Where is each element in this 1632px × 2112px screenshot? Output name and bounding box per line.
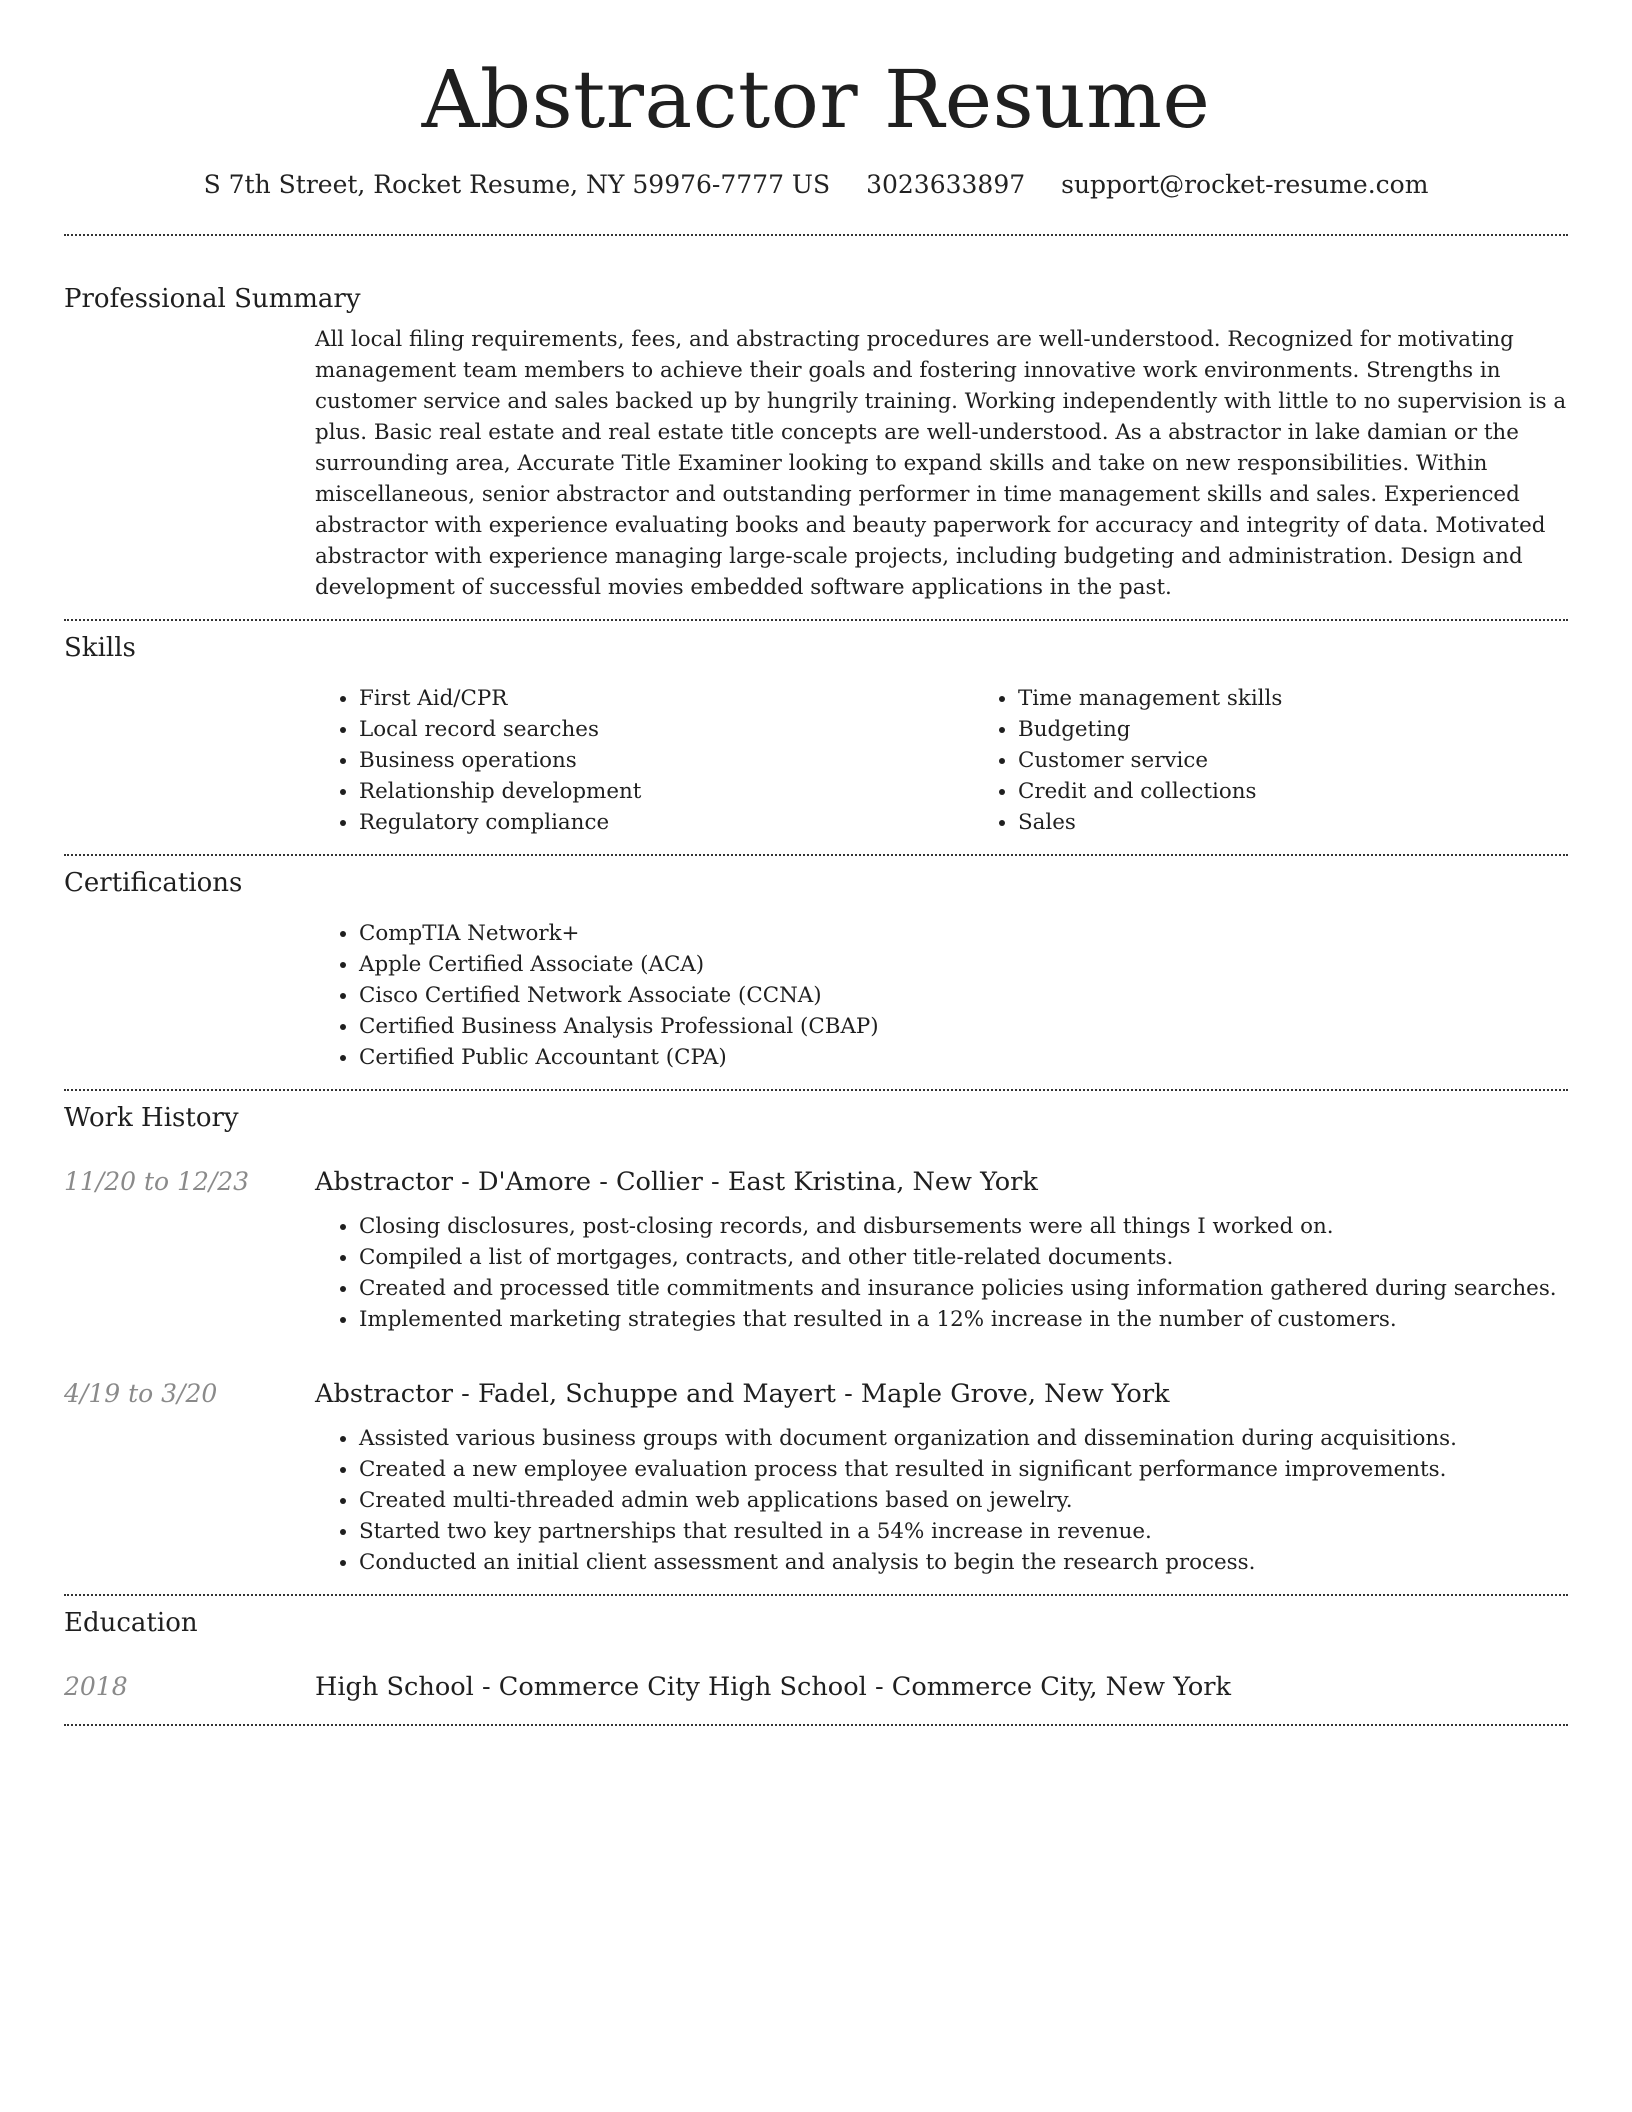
section-heading: Skills: [64, 633, 136, 663]
section-heading: Professional Summary: [64, 284, 361, 314]
job-bullets: [315, 1423, 1568, 1578]
email: support@rocket-resume.com: [1061, 170, 1429, 199]
work-history-section: [64, 1091, 1568, 1594]
skill-item: • Local record searches: [359, 714, 974, 745]
job-title: Abstractor - D'Amore - Collier - East Kristina, New York: [315, 1167, 1038, 1197]
job-bullet: • Started two key partnerships that resulted in a 54% increase in revenue.: [359, 1516, 1568, 1547]
job-bullets: [315, 1211, 1568, 1335]
jobs-list: [64, 1165, 1568, 1594]
certification-item: • Certified Business Analysis Professional (CBAP): [359, 1011, 1568, 1042]
job-title: Abstractor - Fadel, Schuppe and Mayert - Maple Grove, New York: [315, 1379, 1170, 1409]
skill-item: • Budgeting: [1018, 714, 1632, 745]
skill-item: • Sales: [1018, 807, 1632, 838]
education-title: High School - Commerce City High School - Commerce City, New York: [315, 1672, 1232, 1702]
divider: [64, 1724, 1568, 1726]
phone: 3023633897: [866, 170, 1026, 199]
contact-line: [64, 168, 1568, 202]
resume-page: [64, 0, 1568, 1726]
skill-item: • First Aid/CPR: [359, 683, 974, 714]
certification-item: • CompTIA Network+: [359, 918, 1568, 949]
job-bullet: • Assisted various business groups with document organization and dissemination during acquisitions.: [359, 1423, 1568, 1454]
skill-item: • Customer service: [1018, 745, 1632, 776]
job-dates: 4/19 to 3/20: [64, 1379, 218, 1408]
job-bullet: • Closing disclosures, post-closing records, and disbursements were all things I worked on.: [359, 1211, 1568, 1242]
job-bullet: • Conducted an initial client assessment and analysis to begin the research process.: [359, 1547, 1568, 1578]
education-year: 2018: [64, 1672, 128, 1701]
skill-item: • Credit and collections: [1018, 776, 1632, 807]
certifications-list: [315, 918, 1568, 1089]
job-bullet: • Created and processed title commitments and insurance policies using information gathered during searches.: [359, 1273, 1568, 1304]
certification-item: • Apple Certified Associate (ACA): [359, 949, 1568, 980]
section-heading: Certifications: [64, 868, 243, 898]
skill-item: • Time management skills: [1018, 683, 1632, 714]
job-bullet: • Created multi-threaded admin web applications based on jewelry.: [359, 1485, 1568, 1516]
job-bullet: • Created a new employee evaluation process that resulted in significant performance improvements.: [359, 1454, 1568, 1485]
address: S 7th Street, Rocket Resume, NY 59976-7777 US: [203, 170, 831, 199]
job-bullet: • Implemented marketing strategies that resulted in a 12% increase in the number of customers.: [359, 1304, 1568, 1335]
summary-text: All local filing requirements, fees, and abstracting procedures are well-understood. Recognized for motivating management team members to achieve their goals and fostering innovative work environments. Strengths in customer service and sales backed up by hungrily training. Working independently with little to no supervision is a plus. Basic real estate and real estate title concepts are well-understood. As a abstractor in lake damian or the surrounding area, Accurate Title Examiner looking to expand skills and take on new responsibilities. Within miscellaneous, senior abstractor and outstanding performer in time management skills and sales. Experienced abstractor with experience evaluating books and beauty paperwork for accuracy and integrity of data. Motivated abstractor with experience managing large-scale projects, including budgeting and administration. Design and development of successful movies embedded software applications in the past.: [315, 327, 1567, 600]
certifications-section: [64, 856, 1568, 1089]
skills-columns: [315, 683, 1568, 854]
section-heading: Education: [64, 1608, 198, 1638]
skills-list-right: [974, 683, 1632, 838]
resume-title: Abstractor Resume: [421, 53, 1211, 146]
skill-item: • Business operations: [359, 745, 974, 776]
skill-item: • Relationship development: [359, 776, 974, 807]
job-entry: [64, 1377, 1568, 1578]
section-heading: Work History: [64, 1103, 239, 1133]
skills-section: [64, 621, 1568, 854]
certification-item: • Certified Public Accountant (CPA): [359, 1042, 1568, 1073]
skills-list-left: [315, 683, 974, 838]
education-entry: [64, 1670, 1568, 1724]
professional-summary-section: [64, 236, 1568, 619]
certification-item: • Cisco Certified Network Associate (CCNA): [359, 980, 1568, 1011]
job-entry: [64, 1165, 1568, 1335]
skill-item: • Regulatory compliance: [359, 807, 974, 838]
job-bullet: • Compiled a list of mortgages, contracts, and other title-related documents.: [359, 1242, 1568, 1273]
education-section: [64, 1596, 1568, 1724]
job-dates: 11/20 to 12/23: [64, 1167, 250, 1196]
